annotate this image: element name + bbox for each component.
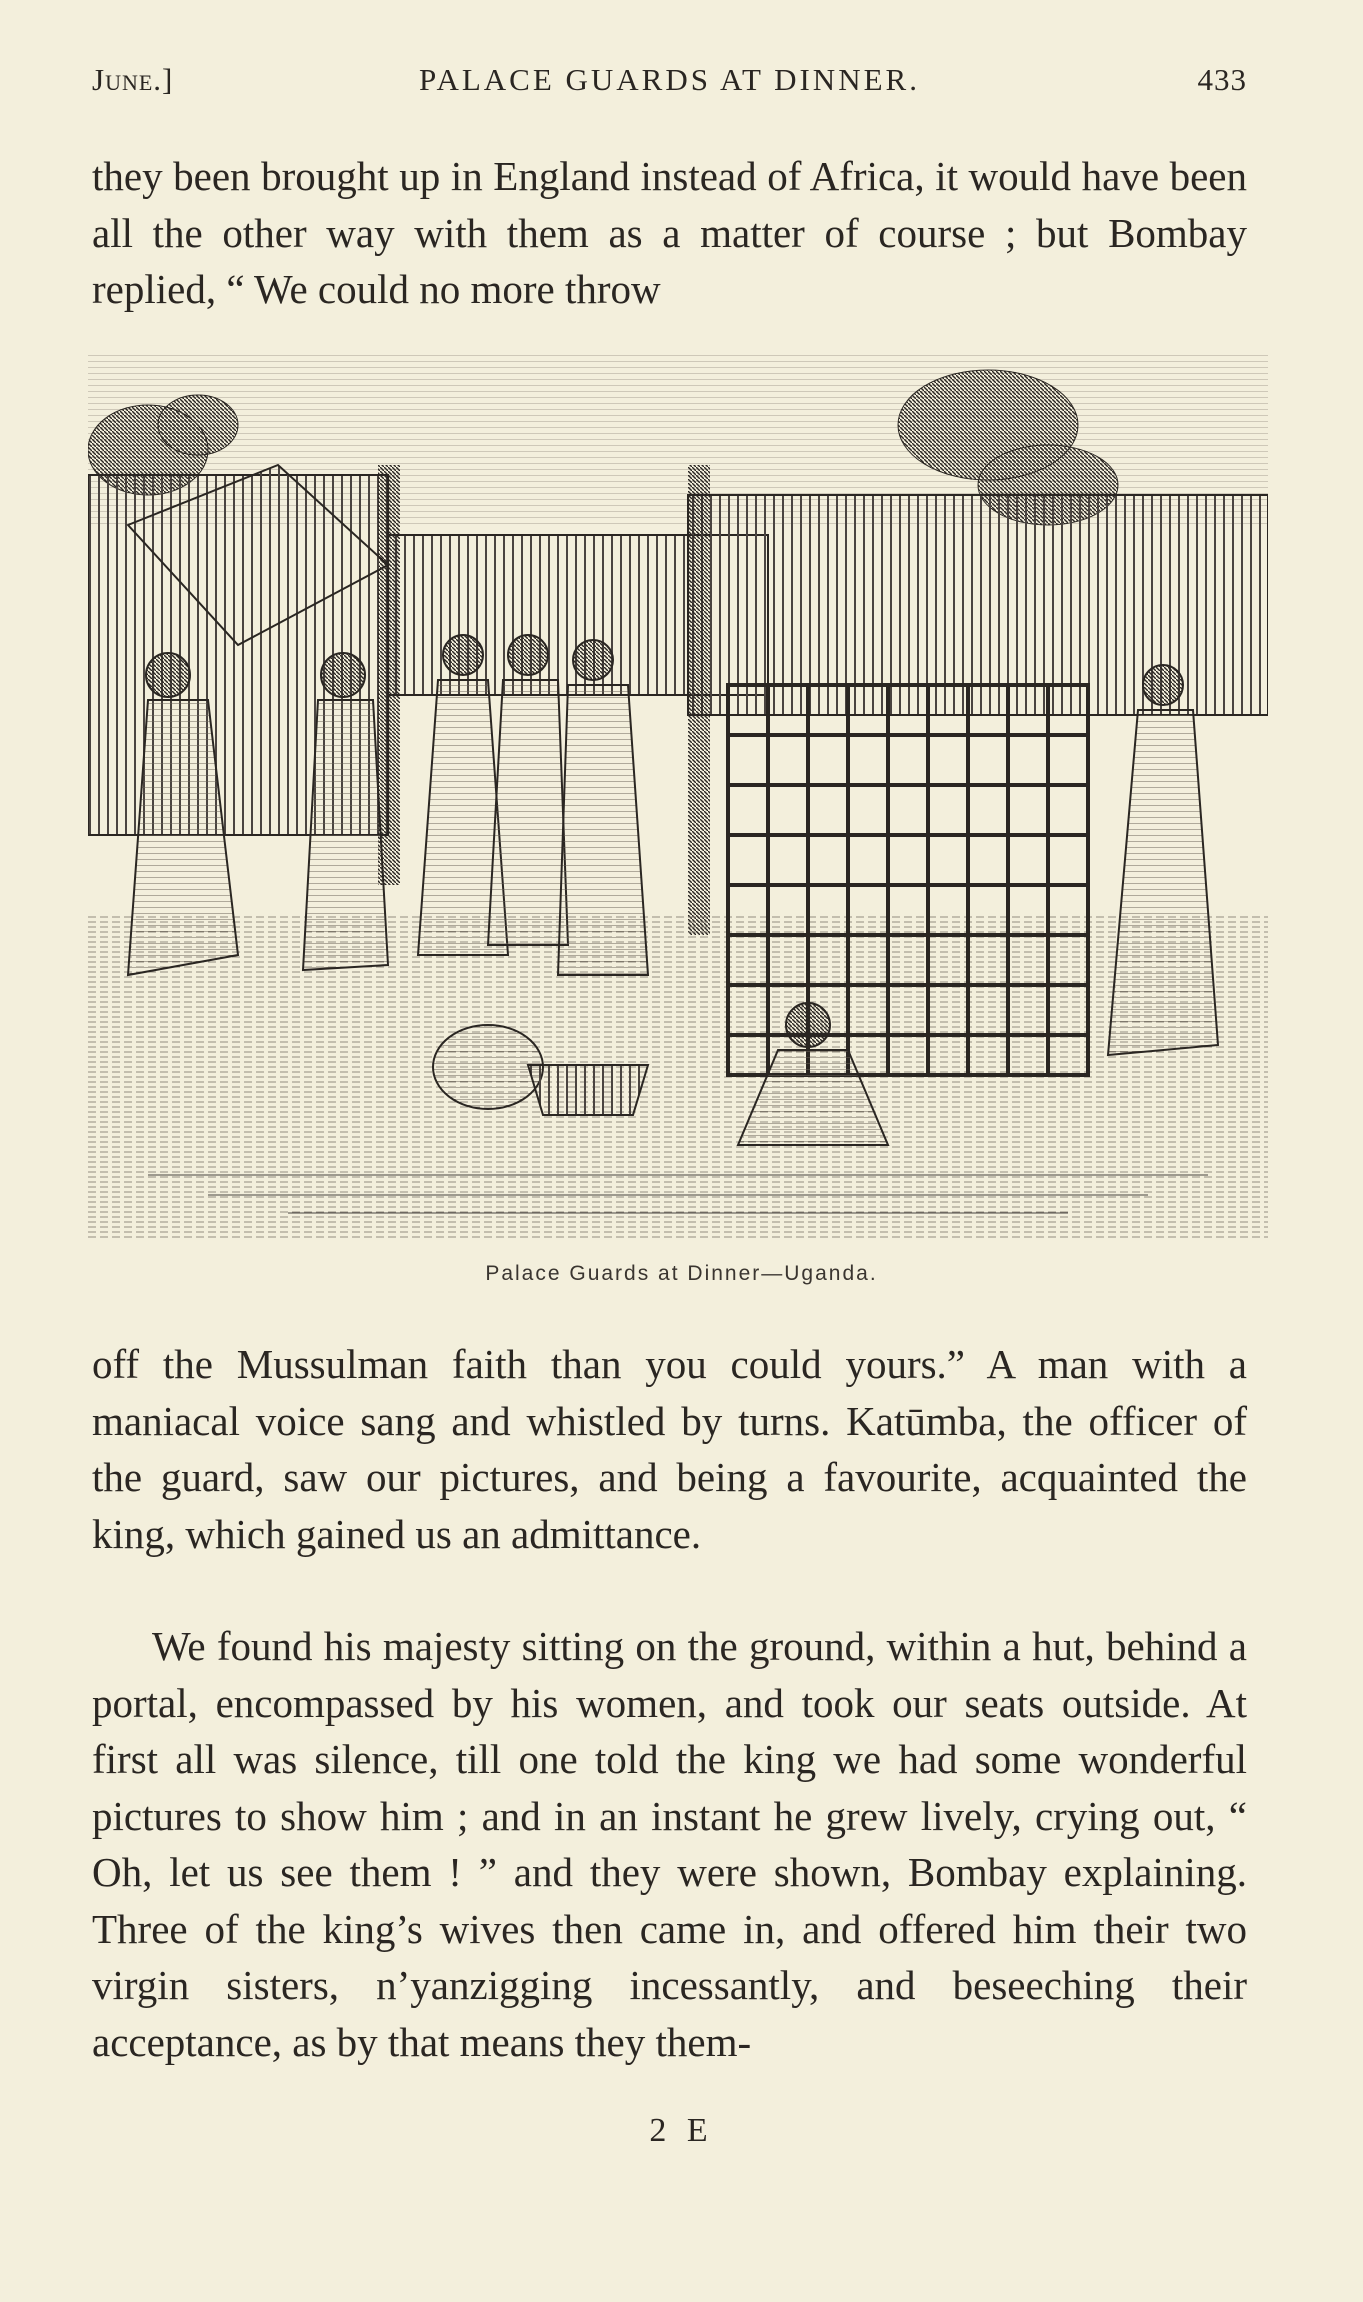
paragraph: off the Mussulman faith than you could yours.” A man with a maniacal voice sang and whistled by turns. Katūmba, the officer of the guard, saw our pictures, and being a favourite, acquainted the king, which gained us an admittance. bbox=[92, 1341, 1247, 1557]
figure-caption: Palace Guards at Dinner—Uganda. bbox=[485, 1262, 878, 1285]
paragraph: We found his majesty sitting on the ground, within a hut, behind a portal, encompassed by his women, and took our seats outside. At first all was silence, till one told the king we had some wonderful pictures to show him ; and in an instant he grew lively, crying out, “ Oh, let us see them ! ” and they were shown, Bombay explaining. Three of the king’s wives then came in, and offered him their two virgin sisters, n’yanzigging incessantly, and beseeching their acceptance, as by that means they them- bbox=[92, 1623, 1247, 2065]
signature-mark: 2 E bbox=[649, 2112, 714, 2149]
ground bbox=[88, 915, 1268, 1240]
header-title: PALACE GUARDS AT DINNER. bbox=[419, 62, 920, 97]
post-left bbox=[378, 465, 400, 885]
basket bbox=[528, 1065, 648, 1115]
post-center bbox=[688, 465, 710, 935]
page-number: 433 bbox=[1197, 62, 1247, 97]
header-month: June.] bbox=[92, 62, 174, 97]
gourd bbox=[433, 1025, 543, 1109]
paragraph-continued: they been brought up in England instead of Africa, it would have been all the other way with them as a matter of course ; but Bombay replied, “ We could no more throw bbox=[92, 153, 1247, 312]
running-header bbox=[92, 62, 1247, 112]
engraving-illustration bbox=[88, 355, 1268, 1240]
